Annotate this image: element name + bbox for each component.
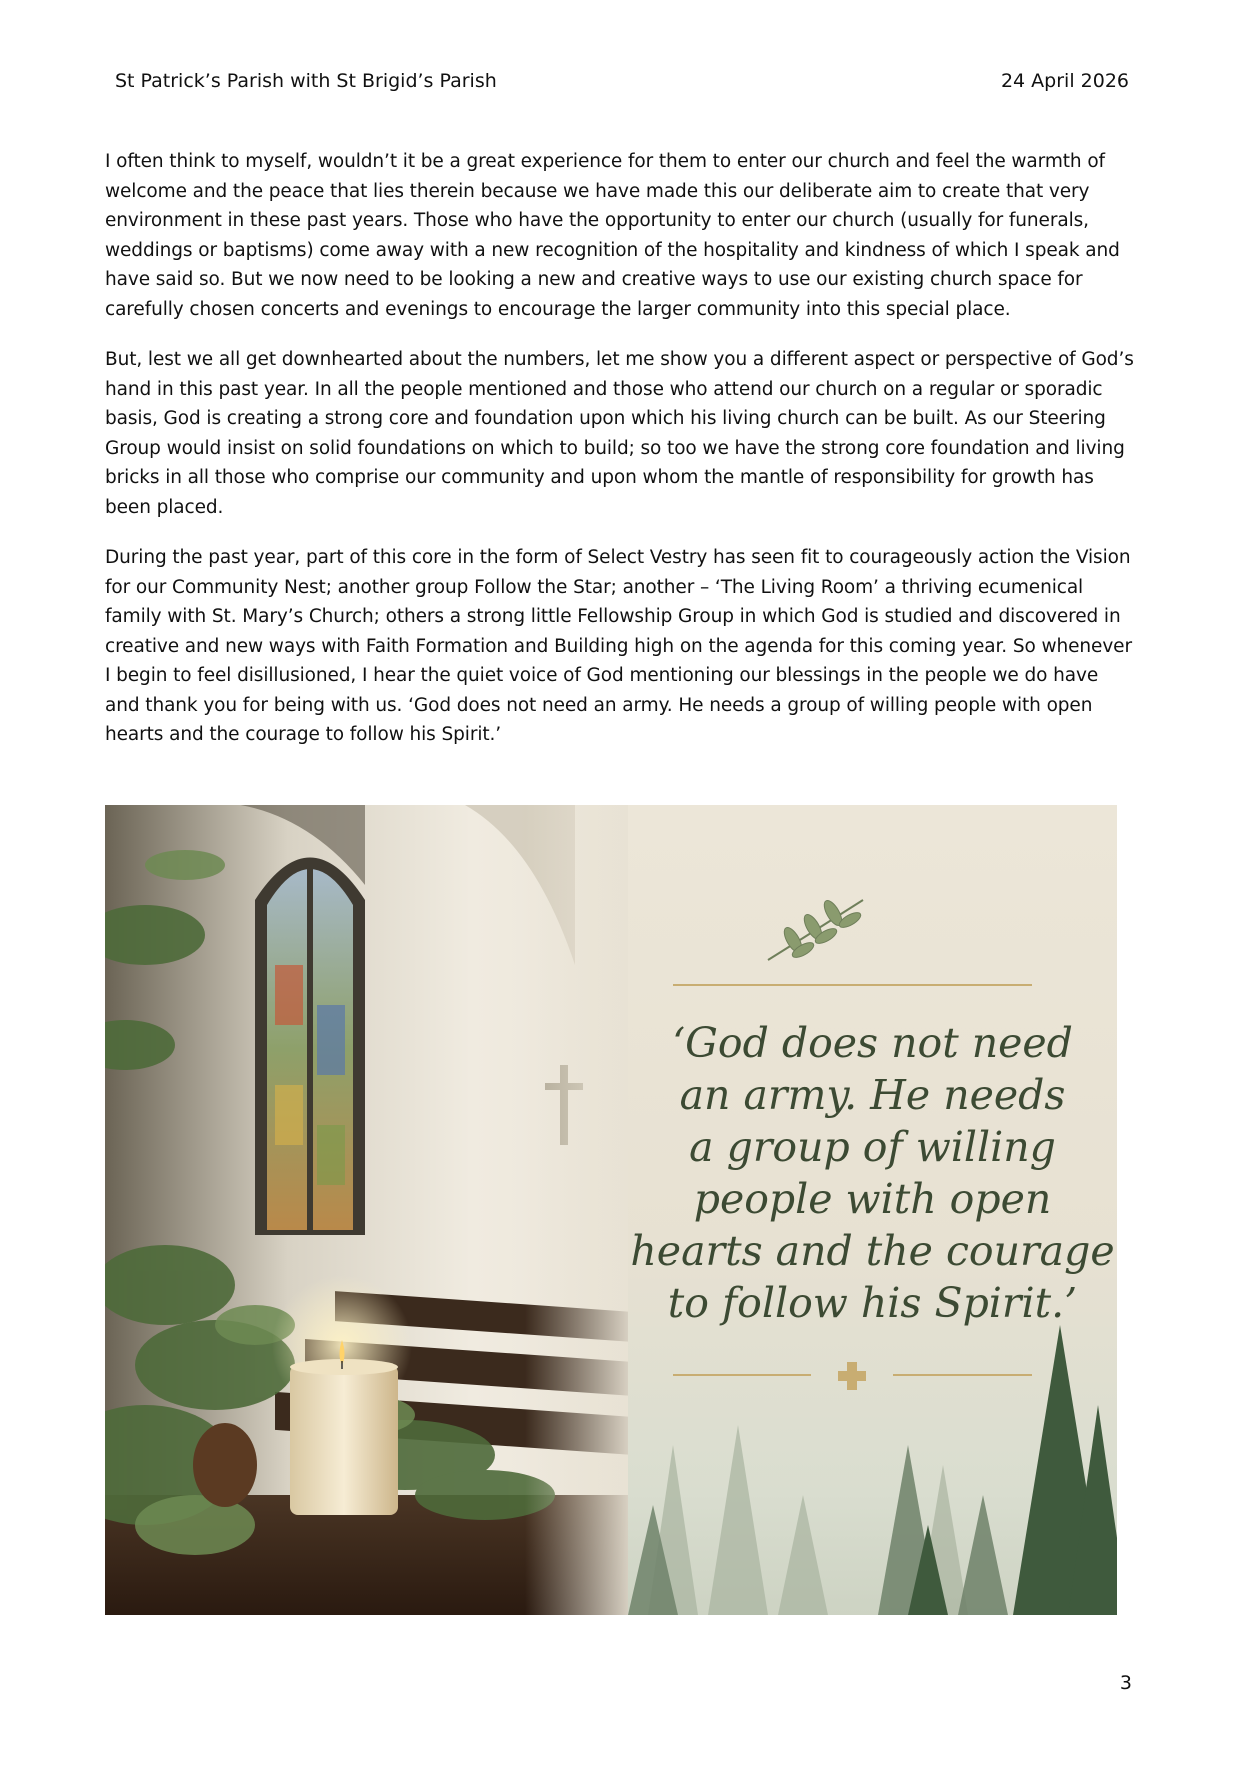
- page-number: 3: [1119, 1672, 1132, 1694]
- page-header: [115, 70, 1129, 100]
- paragraph: I often think to myself, wouldn’t it be a great experience for them to enter our church and feel the warmth of welcome and the peace that lies therein because we have made this our deliberate aim to create that very environment in these past years. Those who have the opportunity to enter our church (usually for funerals, weddings or baptisms) come away with a new recognition of the hospitality and kindness of which I speak and have said so. But we now need to be looking a new and creative ways to use our existing church space for carefully chosen concerts and evenings to encourage the larger community into this special place.: [105, 151, 1120, 320]
- quote-illustration: [105, 805, 1117, 1615]
- pine-tree-icon: [628, 1325, 1117, 1615]
- quote-card: [628, 805, 1117, 1615]
- quote-text: [628, 1017, 1117, 1329]
- stained-glass-window-icon: [255, 858, 365, 1236]
- quote-line: hearts and the courage: [630, 1227, 1115, 1275]
- olive-sprig-icon: [768, 898, 863, 960]
- quote-line: to follow his Spirit.’: [667, 1279, 1078, 1327]
- quote-line: people with open: [693, 1175, 1052, 1223]
- parish-name: St Patrick’s Parish with St Brigid’s Parish: [115, 70, 497, 92]
- cross-icon: [838, 1362, 866, 1390]
- paragraph: During the past year, part of this core in the form of Select Vestry has seen fit to courageously action the Vision for our Community Nest; another group Follow the Star; another – ‘The Living Room’ a thriving ecumenical family with St. Mary’s Church; others a strong little Fellowship Group in which God is studied and discovered in creative and new ways with Faith Formation and Building high on the agenda for this coming year. So whenever I begin to feel disillusioned, I hear the quiet voice of God mentioning our blessings in the people we do have and thank you for being with us. ‘God does not need an army. He needs a group of willing people with open hearts and the courage to follow his Spirit.’: [105, 547, 1132, 745]
- quote-line: a group of willing: [689, 1123, 1056, 1171]
- quote-line: an army. He needs: [679, 1071, 1066, 1119]
- church-interior-photo: [105, 805, 628, 1615]
- candle-icon: [272, 1275, 412, 1515]
- issue-date: 24 April 2026: [1000, 70, 1129, 92]
- paragraph: But, lest we all get downhearted about the numbers, let me show you a different aspect or perspective of God’s hand in this past year. In all the people mentioned and those who attend our church on a regular or sporadic basis, God is creating a strong core and foundation upon which his living church can be built. As our Steering Group would insist on solid foundations on which to build; so too we have the strong core foundation and living bricks in all those who comprise our community and upon whom the mantle of responsibility for growth has been placed.: [105, 349, 1134, 518]
- article-body: [105, 147, 1137, 771]
- quote-line: ‘God does not need: [672, 1019, 1073, 1067]
